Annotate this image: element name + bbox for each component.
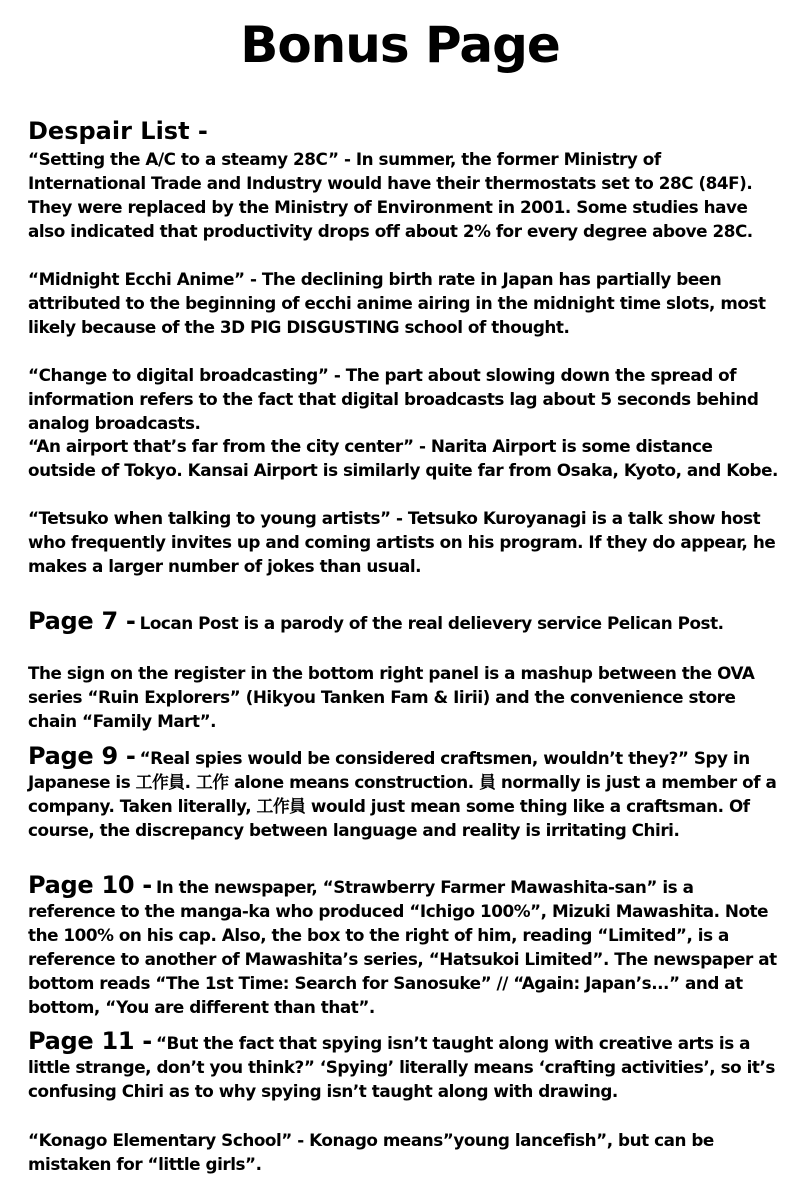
page-7-label: Page 7 - <box>28 607 136 635</box>
page-7-extra-note: The sign on the register in the bottom right panel is a mashup between the OVA series “Ruin Explorers” (Hikyou Tanken Fam & Iirii) and the convenience store chain “Family Mart”. <box>28 663 755 731</box>
despair-item-ac: “Setting the A/C to a steamy 28C” - In summer, the former Ministry of International Trade and Industry would have their thermostats set to 28C (84F). They were replaced by the Ministry of Environment in 2001. Some studies have also indicated that productivity drops off about 2% for every degree above 28C. <box>28 149 753 241</box>
despair-item-tetsuko: “Tetsuko when talking to young artists” - Tetsuko Kuroyanagi is a talk show host who frequently invites up and coming artists on his program. If they do appear, he makes a larger number of jokes than usual. <box>28 508 776 576</box>
page-7-text: Locan Post is a parody of the real delievery service Pelican Post. <box>139 613 724 633</box>
page-9-label: Page 9 - <box>28 742 136 770</box>
page-9-note <box>28 744 778 842</box>
page-10-note <box>28 873 778 1019</box>
page-11-text: “But the fact that spying isn’t taught along with creative arts is a little strange, don’t you think?” ‘Spying’ literally means ‘crafting activities’, so it’s confusing Chiri as to why spying isn’t taught along with drawing. <box>28 1033 775 1101</box>
page-10-label: Page 10 - <box>28 871 152 899</box>
despair-list-heading: Despair List - <box>28 117 208 145</box>
page-11-extra-note: “Konago Elementary School” - Konago means”young lancefish”, but can be mistaken for “little girls”. <box>28 1130 714 1174</box>
despair-item-airport: “An airport that’s far from the city center” - Narita Airport is some distance outside of Tokyo. Kansai Airport is similarly quite far from Osaka, Kyoto, and Kobe. <box>28 436 778 480</box>
page-11-note <box>28 1029 778 1103</box>
despair-item-ecchi-anime: “Midnight Ecchi Anime” - The declining birth rate in Japan has partially been attributed to the beginning of ecchi anime airing in the midnight time slots, most likely because of the 3D PIG DISGUSTING school of thought. <box>28 269 766 337</box>
page-title: Bonus Page <box>240 16 560 74</box>
page-9-text: “Real spies would be considered craftsmen, wouldn’t they?” Spy in Japanese is 工作員. 工作 alone means construction. 員 normally is just a member of a company. Taken literally, 工作員 would just mean some thing like a craftsman. Of course, the discrepancy between language and reality is irritating Chiri. <box>28 748 777 840</box>
page-11-label: Page 11 - <box>28 1027 152 1055</box>
page-7-note <box>28 609 778 635</box>
page-10-text: In the newspaper, “Strawberry Farmer Mawashita-san” is a reference to the manga-ka who produced “Ichigo 100%”, Mizuki Mawashita. Note the 100% on his cap. Also, the box to the right of him, reading “Limited”, is a reference to another of Mawashita’s series, “Hatsukoi Limited”. The newspaper at bottom reads “The 1st Time: Search for Sanosuke” // “Again: Japan’s...” and at bottom, “You are different than that”. <box>28 877 777 1017</box>
despair-item-digital-broadcasting: “Change to digital broadcasting” - The part about slowing down the spread of information refers to the fact that digital broadcasts lag about 5 seconds behind analog broadcasts. <box>28 365 759 433</box>
